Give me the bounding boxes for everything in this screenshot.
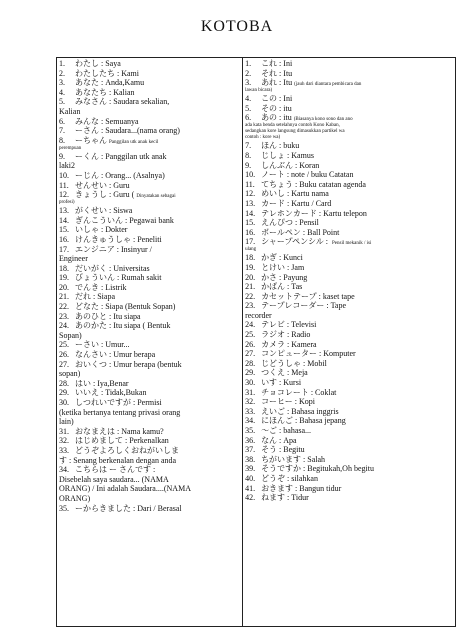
item-number: 19.: [245, 262, 256, 272]
item-number: 32.: [245, 397, 256, 407]
item-number: 27.: [245, 349, 256, 359]
left-vocab-row: [59, 504, 240, 514]
left-vocab-row: [59, 398, 240, 408]
item-text: がくせい : Siswa: [75, 206, 133, 216]
item-text: しんぶん : Koran: [261, 160, 320, 170]
item-number: 21.: [245, 282, 256, 292]
item-text: シャープペンシル : Pensil mekanik / isi: [261, 237, 372, 247]
right-vocab-row: [245, 228, 453, 238]
left-vocab-row: [59, 340, 240, 350]
item-text: つくえ : Meja: [261, 368, 308, 378]
item-number: 34.: [245, 416, 256, 426]
item-number: 31.: [245, 387, 256, 397]
item-number: 29.: [59, 388, 69, 398]
item-text: この : Ini: [261, 94, 293, 104]
left-vocab-row: [59, 235, 240, 245]
left-vocab-row: [59, 97, 240, 107]
item-number: 35.: [59, 503, 69, 513]
left-vocab-row: [59, 136, 240, 146]
left-vocab-row: [59, 475, 240, 485]
item-number: 1.: [245, 59, 252, 68]
right-vocab-row: [245, 426, 453, 436]
left-vocab-row: [59, 254, 240, 264]
right-vocab-row: [245, 464, 453, 474]
item-number: 31.: [59, 426, 69, 436]
left-vocab-row: [59, 117, 240, 127]
item-number: 2.: [59, 68, 65, 78]
item-note: Panggilan utk anak kecil: [109, 139, 159, 145]
left-vocab-row: [59, 331, 240, 341]
item-text: テレビ : Televisi: [261, 320, 317, 330]
left-vocab-row: [59, 446, 240, 456]
item-number: 4.: [245, 94, 252, 104]
left-vocab-row: [59, 292, 240, 302]
left-vocab-row: [59, 225, 240, 235]
right-vocab-row: [245, 253, 453, 263]
left-vocab-row: [59, 283, 240, 293]
right-vocab-row: [245, 416, 453, 426]
right-vocab-row: [245, 161, 453, 171]
item-number: 1.: [59, 59, 65, 68]
right-vocab-row: [245, 151, 453, 161]
item-text: カメラ : Kamera: [261, 339, 317, 349]
right-vocab-row: [245, 368, 453, 378]
item-number: 7.: [245, 141, 252, 151]
item-number: 18.: [59, 263, 69, 273]
right-vocab-row: [245, 69, 453, 79]
item-text: かぎ : Kunci: [261, 253, 303, 263]
item-text: かさ : Payung: [261, 272, 308, 282]
item-text: エンジニア : Insinyur /: [75, 244, 152, 254]
item-text: みなさん : Saudara sekalian,: [75, 97, 170, 107]
item-number: 14.: [245, 208, 256, 218]
item-number: 29.: [245, 368, 256, 378]
item-text: えいご : Bahasa inggris: [261, 406, 339, 416]
item-text: あのひと : Itu siapa: [75, 311, 141, 321]
right-vocab-row: [245, 388, 453, 398]
right-vocab-row: [245, 455, 453, 465]
item-text: lawan bicara): [245, 88, 273, 94]
item-text: ーからきました : Dari / Berasal: [75, 503, 182, 513]
item-text: ulang: [245, 247, 257, 253]
item-text: ちがいます : Salah: [261, 454, 326, 464]
item-text: あなた : Anda,Kamu: [75, 78, 145, 88]
item-note: (jauh dari diantara pembicara dan: [294, 82, 362, 88]
item-number: 17.: [245, 237, 256, 247]
item-number: 25.: [245, 330, 256, 340]
item-text: コーヒー : Kopi: [261, 397, 315, 407]
item-number: 16.: [245, 227, 256, 237]
item-number: 13.: [59, 206, 69, 216]
item-text: わたし : Saya: [75, 59, 121, 68]
vocabulary-table: [56, 57, 456, 627]
item-number: 20.: [245, 272, 256, 282]
item-number: 26.: [245, 339, 256, 349]
item-number: 24.: [245, 320, 256, 330]
item-text: おなまえは : Nama kamu?: [75, 426, 164, 436]
item-text: Engineer: [59, 254, 88, 264]
right-vocab-row: [245, 493, 453, 503]
item-text: ーちゃん Panggilan utk anak kecil: [75, 135, 159, 145]
right-vocab-row: [245, 349, 453, 359]
left-vocab-row: [59, 190, 240, 200]
left-vocab-row: [59, 350, 240, 360]
item-number: 30.: [245, 378, 256, 388]
item-number: 6.: [245, 113, 252, 123]
item-note: Dinyatakan sebagai: [136, 194, 176, 200]
item-text: みんな : Semuanya: [75, 116, 139, 126]
item-number: 27.: [59, 359, 69, 369]
item-number: 28.: [245, 358, 256, 368]
item-text: ラジオ : Radio: [261, 330, 311, 340]
item-number: 11.: [245, 179, 255, 189]
item-text: ほん : buku: [261, 141, 300, 151]
item-text: はじめまして : Perkenalkan: [75, 436, 169, 446]
item-number: 14.: [59, 215, 69, 225]
item-text: それ : Itu: [261, 68, 293, 78]
right-vocab-row: [245, 330, 453, 340]
right-vocab-row: [245, 94, 453, 104]
item-text: コンピューター : Komputer: [261, 349, 356, 359]
item-text: せんせい : Guru: [75, 180, 130, 190]
item-number: 4.: [59, 87, 65, 97]
item-number: 15.: [59, 225, 69, 235]
item-text: カード : Kartu / Card: [261, 198, 332, 208]
item-text: でんき : Listrik: [75, 282, 127, 292]
item-text: きょうし : Guru ( Dinyatakan sebagai: [75, 190, 176, 200]
item-text: とけい : Jam: [261, 262, 305, 272]
left-vocab-row: [59, 388, 240, 398]
item-number: 8.: [245, 150, 252, 160]
item-number: 26.: [59, 350, 69, 360]
item-number: 13.: [245, 198, 256, 208]
left-vocab-row: [59, 245, 240, 255]
item-text: わたしたち : Kami: [75, 68, 139, 78]
item-text: いいえ : Tidak,Bukan: [75, 388, 147, 398]
item-text: テープレコーダー : Tape: [261, 301, 346, 311]
left-vocab-row: [59, 273, 240, 283]
right-vocab-row: [245, 199, 453, 209]
item-number: 12.: [245, 189, 256, 199]
left-vocab-row: [59, 264, 240, 274]
item-number: 15.: [245, 218, 256, 228]
item-number: 19.: [59, 273, 69, 283]
item-text: contoh : kore wa): [245, 135, 281, 141]
left-vocab-row: [59, 152, 240, 162]
left-vocab-row: [59, 206, 240, 216]
item-text: テレホンカード : Kartu telepon: [261, 208, 367, 218]
item-note: Pensil mekanik / isi: [332, 241, 372, 247]
item-text: いす : Kursi: [261, 378, 302, 388]
item-text: じしょ : Kamus: [261, 150, 314, 160]
item-text: てちょう : Buku catatan agenda: [261, 179, 366, 189]
left-vocab-row: [59, 302, 240, 312]
item-text: recorder: [245, 310, 272, 320]
document-title: KOTOBA: [200, 18, 274, 35]
item-text: カセットテープ : kaset tape: [261, 291, 355, 301]
item-number: 10.: [245, 170, 256, 180]
left-vocab-row: [59, 465, 240, 475]
left-vocab-row: [59, 379, 240, 389]
left-vocab-row: [59, 484, 240, 494]
item-number: 24.: [59, 321, 69, 331]
item-text: けんきゅうしゃ : Peneliti: [75, 234, 162, 244]
item-text: perempuan: [59, 145, 82, 151]
item-text: いしゃ : Dokter: [75, 225, 128, 235]
item-text: しつれいですが : Permisi: [75, 398, 162, 407]
item-text: ada kata benda setelahnya contoh Kono Kaban,: [245, 123, 340, 129]
right-vocab-row: [245, 59, 453, 69]
item-text: おきます : Bangun tidur: [261, 483, 342, 493]
item-number: 5.: [59, 97, 65, 107]
item-number: 9.: [59, 151, 65, 161]
item-text: ーじん : Orang... (Asalnya): [75, 170, 165, 180]
left-vocab-row: [59, 59, 240, 69]
item-text: だれ : Siapa: [75, 292, 115, 302]
item-text: はい : Iya,Benar: [75, 378, 129, 388]
right-vocab-row: [245, 407, 453, 417]
left-vocab-row: [59, 427, 240, 437]
right-vocab-row: [245, 292, 453, 302]
item-text: なんさい : Umur berapa: [75, 350, 156, 360]
item-text: lain): [59, 417, 74, 427]
right-vocab-row: [245, 263, 453, 273]
item-text: そうですか : Begitukah,Oh begitu: [261, 464, 374, 474]
item-text: あのかた : Itu siapa ( Bentuk: [75, 321, 171, 331]
left-vocab-row: [59, 494, 240, 504]
right-vocab-row: [245, 113, 453, 123]
item-number: 33.: [245, 406, 256, 416]
item-text: にほんご : Bahasa jepang: [261, 416, 346, 426]
item-text: sedangkan kore langsung dimasukkan partikel wa: [245, 129, 345, 135]
item-text: あなたち : Kalian: [75, 87, 135, 97]
item-text: だいがく : Universitas: [75, 263, 150, 273]
item-text: ーさい : Umur...: [75, 340, 130, 350]
left-vocab-row: [59, 161, 240, 171]
item-text: えんぴつ : Pensil: [261, 218, 319, 228]
right-vocab-row: [245, 282, 453, 292]
item-text: じどうしゃ : Mobil: [261, 358, 327, 368]
left-vocab-row: [59, 69, 240, 79]
item-number: 3.: [245, 78, 252, 88]
left-column: [57, 58, 243, 626]
item-text: あれ : Itu (jauh dari diantara pembicara dan: [261, 78, 362, 88]
item-text: あの : itu (Biasanya kono sono dan ano: [261, 113, 353, 123]
item-number: 9.: [245, 160, 252, 170]
item-text: (ketika bertanya tentang privasi orang: [59, 407, 181, 417]
right-vocab-row: [245, 141, 453, 151]
right-vocab-row: [245, 397, 453, 407]
item-text: おいくつ : Umur berapa (bentuk: [75, 359, 182, 369]
left-vocab-row: [59, 216, 240, 226]
left-vocab-row: [59, 126, 240, 136]
right-vocab-row: [245, 170, 453, 180]
item-text: ねます : Tidur: [261, 493, 309, 503]
left-vocab-row: [59, 321, 240, 331]
right-vocab-row: [245, 273, 453, 283]
left-vocab-row: [59, 408, 240, 418]
item-number: 16.: [59, 234, 69, 244]
right-vocab-row: [245, 378, 453, 388]
item-number: 36.: [245, 435, 256, 445]
item-number: 39.: [245, 464, 256, 474]
item-text: Disebelah saya saudara... (NAMA: [59, 474, 169, 484]
item-text: そう : Begitu: [261, 445, 305, 455]
item-text: ボールペン : Ball Point: [261, 227, 340, 237]
left-vocab-row: [59, 88, 240, 98]
right-vocab-row: [245, 340, 453, 350]
item-number: 23.: [59, 311, 69, 321]
item-number: 3.: [59, 78, 65, 88]
left-vocab-row: [59, 436, 240, 446]
item-text: Kalian: [59, 106, 81, 116]
right-column: [243, 58, 455, 626]
item-number: 17.: [59, 244, 69, 254]
item-number: 5.: [245, 103, 252, 113]
item-number: 42.: [245, 493, 256, 503]
left-vocab-row: [59, 107, 240, 117]
item-text: これ : Ini: [261, 59, 293, 68]
left-vocab-row: [59, 78, 240, 88]
item-text: なん : Apa: [261, 435, 297, 445]
item-number: 20.: [59, 282, 69, 292]
item-number: 23.: [245, 301, 256, 311]
right-vocab-row: [245, 104, 453, 114]
item-number: 22.: [245, 291, 256, 301]
right-vocab-row: [245, 484, 453, 494]
right-vocab-row: [245, 474, 453, 484]
item-number: 6.: [59, 116, 65, 126]
item-text: Sopan): [59, 330, 82, 340]
item-number: 30.: [59, 398, 69, 407]
item-number: 21.: [59, 292, 69, 302]
item-text: その : itu: [261, 103, 292, 113]
right-vocab-row: [245, 189, 453, 199]
item-number: 33.: [59, 445, 69, 455]
item-text: sopan): [59, 369, 81, 379]
item-text: profesi): [59, 200, 75, 206]
item-number: 41.: [245, 483, 256, 493]
item-text: どうぞ : silahkan: [261, 473, 318, 483]
left-vocab-row: [59, 369, 240, 379]
item-text: びょういん : Rumah sakit: [75, 273, 162, 283]
left-vocab-row: [59, 360, 240, 370]
item-text: ORANG): [59, 493, 91, 503]
item-number: 11.: [59, 180, 69, 190]
left-vocab-row: [59, 456, 240, 466]
right-vocab-row: [245, 320, 453, 330]
right-vocab-row: [245, 218, 453, 228]
right-vocab-row: [245, 445, 453, 455]
item-text: ～ご : bahasa...: [261, 426, 312, 435]
left-vocab-row: [59, 181, 240, 191]
item-number: 32.: [59, 436, 69, 446]
item-text: laki2: [59, 161, 75, 171]
right-vocab-row: [245, 436, 453, 446]
item-number: 12.: [59, 190, 69, 200]
item-text: こちらは ー さんです :: [75, 465, 156, 475]
left-vocab-row: [59, 417, 240, 427]
item-number: 8.: [59, 135, 65, 145]
item-text: チョコレート : Coklat: [261, 387, 337, 397]
item-text: す : Senang berkenalan dengan anda: [59, 455, 177, 465]
item-number: 22.: [59, 302, 69, 312]
item-text: ーさん : Saudara...(nama orang): [75, 126, 180, 136]
item-text: めいし : Kartu nama: [261, 189, 329, 199]
right-vocab-row: [245, 359, 453, 369]
right-vocab-row: [245, 209, 453, 219]
item-text: どうぞよろしくおねがいしま: [75, 445, 179, 455]
right-vocab-row: [245, 180, 453, 190]
right-vocab-row: [245, 301, 453, 311]
item-number: 7.: [59, 126, 65, 136]
item-number: 37.: [245, 445, 256, 455]
item-number: 25.: [59, 340, 69, 350]
item-number: 34.: [59, 465, 69, 475]
item-text: どなた : Siapa (Bentuk Sopan): [75, 302, 176, 312]
right-vocab-row: [245, 78, 453, 88]
item-number: 40.: [245, 473, 256, 483]
right-vocab-row: [245, 237, 453, 247]
item-text: ぎんこういん : Pegawai bank: [75, 215, 174, 225]
left-vocab-row: [59, 312, 240, 322]
item-text: ーくん : Panggilan utk anak: [75, 151, 167, 161]
item-number: 2.: [245, 68, 252, 78]
right-vocab-row: [245, 311, 453, 321]
item-number: 28.: [59, 378, 69, 388]
item-text: かばん : Tas: [261, 282, 303, 292]
left-vocab-row: [59, 171, 240, 181]
item-text: ORANG) / Ini adalah Saudara....(NAMA: [59, 484, 191, 494]
item-number: 35.: [245, 426, 256, 435]
item-number: 10.: [59, 170, 69, 180]
item-text: ノート : note / buku Catatan: [261, 170, 354, 180]
item-note: (Biasanya kono sono dan ano: [293, 117, 353, 123]
item-number: 18.: [245, 253, 256, 263]
item-number: 38.: [245, 454, 256, 464]
